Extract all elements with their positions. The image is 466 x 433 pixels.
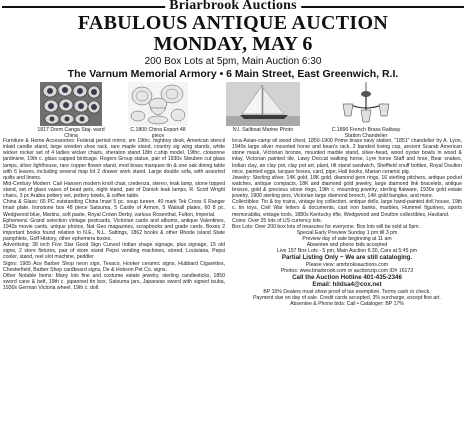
sailboat-photo [226,82,300,126]
right-listing-column [232,138,462,307]
venue-line: The Varnum Memorial Armory • 6 Main Street, East Greenwich, R.I. [67,68,399,80]
listing-ephemera: Ephemera: Grand selection vintage postcards, Victorian cards and albums, antique Valentines, 1940s movie cards, unique photos, Nat Geo magazines, scrapbooks and grade cards. Boxes 2 important books found relation to N.E., N.L. Sattings, 1862 books & other Rhode Island State pamphlets, Golf History, other ephemera boxes. [3,217,225,242]
listing-china-glass: China & Glass: 65 PC outstanding China Imari 5 pc. soup tureen. 40 mark Tek Cross 6 Ranger Imari plate. Ironstone box 48 piece Satsuma, 5 Castle of Armon, 5 Walsall plates, 60 8 pc. Wedgwood blue, Martins, soft paste, Royal Crown Derby, various Rosenthal, Fulton, Imperial. [3,199,225,218]
listing-other-items: Other Notable Items: Many lots fine and costume estate jewelry, sterling candlesticks, 1850 sword cane & belt, 19th c. japanned tin box, Satsuma jars, Japanese sword with signed tsuba, 1930s German Victoria wheel, 19th c. doll. [3,272,225,291]
china-export-photo [128,82,188,126]
live-bid-times: Live 157 Box Lots - 5 pm, Main Auction 6:30, Cars at 5:45 pm [276,248,417,255]
listing-asian-items: Inca-Asian-camp oil wood chest, 1850-1900 Prime brass navy station, "1851" chandelier by A. Lyon, 1940s large silver mounted horse and bean's rack, 2 banded loving cup, ancient Scarab American stone mask, Victorian bronze, mounted marble stand, silver-head, wood oyster bowls in wood & inlay, Victorian painted tile, Lawy Doccat walking horse, Lyre horse Staff and hrse, Bear snakes, Indian clay, an clay pot, clay pot art, plant, tilt stand sandwich, Sheffield snuff bottles, Royal Doulton mice, painted eggs, lacquer boxes, card, pipe, Hall books, Marian ceramic pig. [232,138,462,175]
terms-line-1: BP 15% Dealers must show proof of tax exemption. Terms cash or check. [263,288,431,295]
website-line: Please view: amrbroksauctions.com [306,261,388,268]
left-listing-column [3,138,225,291]
headline: FABULOUS ANTIQUE AUCTION [77,12,389,34]
listing-box-lots: Box Lots: Over 200 box lots of treasures for everyone. Box lots will be sold at 5pm. [232,223,421,230]
chandelier-photo [340,82,392,126]
listing-coins: Coins: Over 25 lots of US currency lots. [232,217,322,224]
absentee-note: Absentee and phone bids accepted [306,242,388,249]
auction-times: 200 Box Lots at 5pm, Main Auction 6:30 [144,56,322,67]
special-preview: Special Early Preview Sunday 1 pm till 3 pm [296,229,398,236]
photo-caption-2: C.1800 China Export 48 piece [130,127,186,139]
listing-collectibles: Collectibles: Tin & toy trains, vintage toy collection, antique dolls, large hand-painted doll house, 19th c. tin toys, Civil War letters & documents, cast iron banks, marbles, Hummel figurines, sports memorabilia, vintage tools, 1880s Kentucky rifle, Wedgwood and Doulton collectibles, Haviland. [232,199,462,218]
photo-caption-4: C.1890 French Brass Railway Station Chandelier [331,127,401,139]
listing-mid-century: Mid-Century Modern: Carl Hansen modern knoll chair, credenza, stereo, teak lamp, stone topped stand, set of glass vases of bead pets, night stand, pair of Danish teak lamps, R. Scott Wright chairs, 3 pc Arabia pottery set, pottery bowls, & coffee table. [3,180,225,200]
online-photos-line: Photos: www.briarbrook.com or auctionzip.com ID# 16173 [280,267,414,274]
contact-email: Email: hildsa4@cox.net [312,281,382,289]
photo-caption-1: 1817 Dorm Canga Staj- ward China [37,127,105,139]
listing-advertising: Advertising: 38 inch Five Star Good Sign Curved Indian shape signage, plus signage, 15 old signs, 2 store fixtures, pair of store stand Pepsi vending machines, stored, Louisiana, Pepsi cooler, stand, reel slot machine, peddler. [3,242,225,261]
terms-line-2: Payment due on day of sale. Credit cards accepted, 3% surcharge, except fine art. [253,294,441,301]
brand-name: Briarbrook Auctions [165,0,301,14]
photo-caption-3: N.l. Sailboat Marine Photo [232,127,294,133]
china-plates-photo [40,82,102,126]
auction-date: MONDAY, MAY 6 [153,33,313,55]
photo-strip [0,82,466,139]
partial-listing-note: Partial Listing Only ~ We are still cataloging. [281,254,413,262]
listing-furniture: Furniture & Home Accessories: Federal period mirror, sm 19thc. highboy desk, American stencil inlaid candle stand, large wooden shoe rack, rare maple stand, country sig wing stands, white wicker rocker set of 4 ladies wicker chairs, sheraton stand 18th c.ship model, 19thc. cloisonne jardiniere, 19th c. glass capped birdcage. Rogers Group statue, pair of 1930s Steuben cut glass lamps, silver lighthouse, rare copper flower stand, mod brass marquee tin & one oak dining table with 6 leaves, including several map lot 2 drawer work stand. Large double sofa, with assorted quilts and linens. [3,138,225,181]
listing-signs: Signs: 1905 Ace Barber Shop neon sign, Texaco, Hooker ceramic signs, Hubbard Cigarettes, Chesterfield, Barber Shop cardboard signs, De & Hobson Pet Co. signs. [3,260,225,273]
terms-line-3: Absentee & Phone bids: Call • Cataloger: BP 17% [290,300,404,307]
auction-hotline: Call the Auction Hotline 401-435-2346 [292,273,402,281]
preview-day: Preview day of sale beginning at 11 am [302,236,392,242]
listing-jewelry: Jewelry: Sterling silver, 14K gold, 18K gold, diamond gem rings, 16 sterling pitchers, antique pocket watches, antique compacts, 18K and diamond gold jewelry, large diamond link bracelets, antique bronze, gold & precious stone rings, 19th c. mourning jewelry, sterling flatware, 1930s gold estate jewelry, 1900 sterling pins, Victorian large diamond brooch, 14K gold bangles, and more. [232,174,462,200]
